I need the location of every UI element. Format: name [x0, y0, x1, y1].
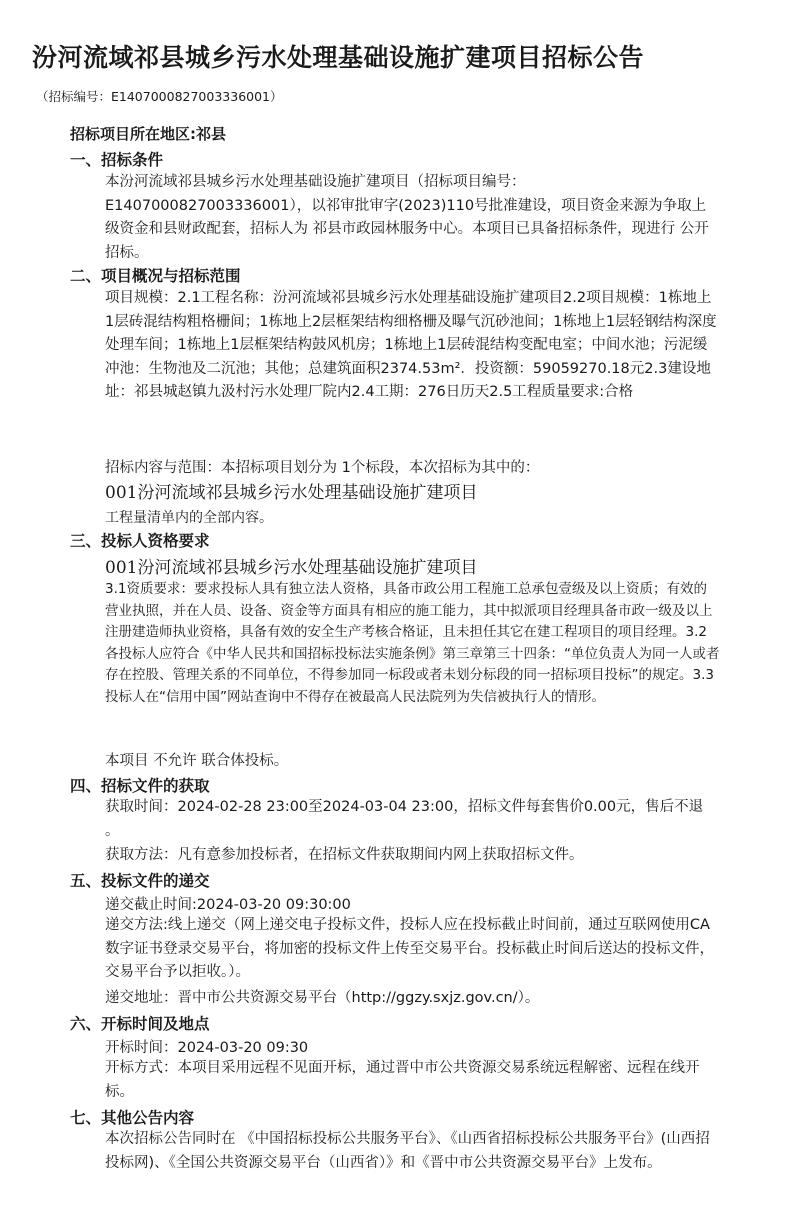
- obtain-method: 获取方法：凡有意参加投标者，在招标文件获取期间内网上获取招标文件。: [105, 847, 584, 863]
- opening-time: 开标时间：2024-03-20 09:30: [105, 1040, 309, 1056]
- obtain-time: 获取时间：2024-02-28 23:00至2024-03-04 23:00，招标文件每套售价0.00元，售后不退 。: [105, 799, 704, 839]
- qualification-lot-name: 001汾河流域祁县城乡污水处理基础设施扩建项目: [105, 558, 478, 578]
- qualification-text: 3.1资质要求：要求投标人具有独立法人资格，具备市政公用工程施工总承包壹级及以上资质；有效的营业执照，并在人员、设备、资金等方面具有相应的施工能力，其中拟派项目经理具备市政一级及以上注册建造师执业资格，具备有效的安全生产考核合格证，且未担任其它在建工程项目的项目经理。3.2各投标人应符合《中华人民共和国招标投标法实施条例》第三章第三十四条：“单位负责人为同一人或者存在控股、管理关系的不同单位，不得参加同一标段或者未划分标段的同一招标项目投标”的规定。3.3投标人在“信用中国”网站查询中不得存在被最高人民法院列为失信被执行人的情形。: [105, 581, 720, 705]
- submission-address: 递交地址：晋中市公共资源交易平台（http://ggzy.sxjz.gov.cn/）。: [105, 990, 540, 1006]
- project-region: 招标项目所在地区:祁县: [70, 125, 226, 143]
- consortium-text: 本项目 不允许 联合体投标。: [105, 753, 289, 769]
- section-heading-opening: 六、开标时间及地点: [70, 1015, 210, 1033]
- section-heading-other: 七、其他公告内容: [70, 1109, 195, 1127]
- section-heading-conditions: 一、招标条件: [70, 151, 164, 169]
- bid-number: （招标编号：E1407000827003336001）: [36, 89, 283, 104]
- opening-method: 开标方式：本项目采用远程不见面开标，通过晋中市公共资源交易系统远程解密、远程在线开标。: [105, 1060, 700, 1100]
- section-heading-obtain: 四、招标文件的获取: [70, 777, 210, 795]
- submission-method: 递交方法:线上递交（网上递交电子投标文件，投标人应在投标截止时间前，通过互联网使用CA数字证书登录交易平台，将加密的投标文件上传至交易平台。投标截止时间后送达的投标文件，交易平台予以拒收。）。: [105, 917, 714, 981]
- other-text: 本次招标公告同时在 《中国招标投标公共服务平台》、《山西省招标投标公共服务平台》(山西招投标网)、《全国公共资源交易平台（山西省）》和《晋中市公共资源交易平台》上发布。: [105, 1131, 710, 1171]
- page-title: 汾河流域祁县城乡污水处理基础设施扩建项目招标公告: [32, 43, 645, 72]
- overview-text: 项目规模：2.1工程名称：汾河流域祁县城乡污水处理基础设施扩建项目2.2项目规模：1栋地上1层砖混结构粗格栅间；1栋地上2层框架结构细格栅及曝气沉砂池间；1栋地上1层轻钢结构深度处理车间；1栋地上1层框架结构鼓风机房；1栋地上1层砖混结构变配电室；中间水池；污泥缓冲池：生物池及二沉池；其他；总建筑面积2374.53m²．投资额：59059270.18元2.3建设地址：祁县城赵镇九汲村污水处理厂院内2.4工期：276日历天2.5工程质量要求:合格: [105, 290, 717, 401]
- lot-name: 001汾河流域祁县城乡污水处理基础设施扩建项目: [105, 483, 478, 503]
- section-heading-qualification: 三、投标人资格要求: [70, 532, 210, 550]
- section-heading-overview: 二、项目概况与招标范围: [70, 267, 241, 285]
- conditions-text: 本汾河流域祁县城乡污水处理基础设施扩建项目（招标项目编号：E1407000827003336001），以祁审批审字(2023)110号批准建设，项目资金来源为争取上级资金和县财政配套，招标人为 祁县市政园林服务中心。本项目已具备招标条件，现进行 公开招标。: [105, 174, 709, 261]
- section-heading-submission: 五、投标文件的递交: [70, 872, 210, 890]
- scope-content: 工程量清单内的全部内容。: [105, 510, 273, 526]
- submission-deadline: 递交截止时间:2024-03-20 09:30:00: [105, 897, 351, 913]
- scope-text: 招标内容与范围：本招标项目划分为 1个标段，本次招标为其中的：: [105, 460, 540, 476]
